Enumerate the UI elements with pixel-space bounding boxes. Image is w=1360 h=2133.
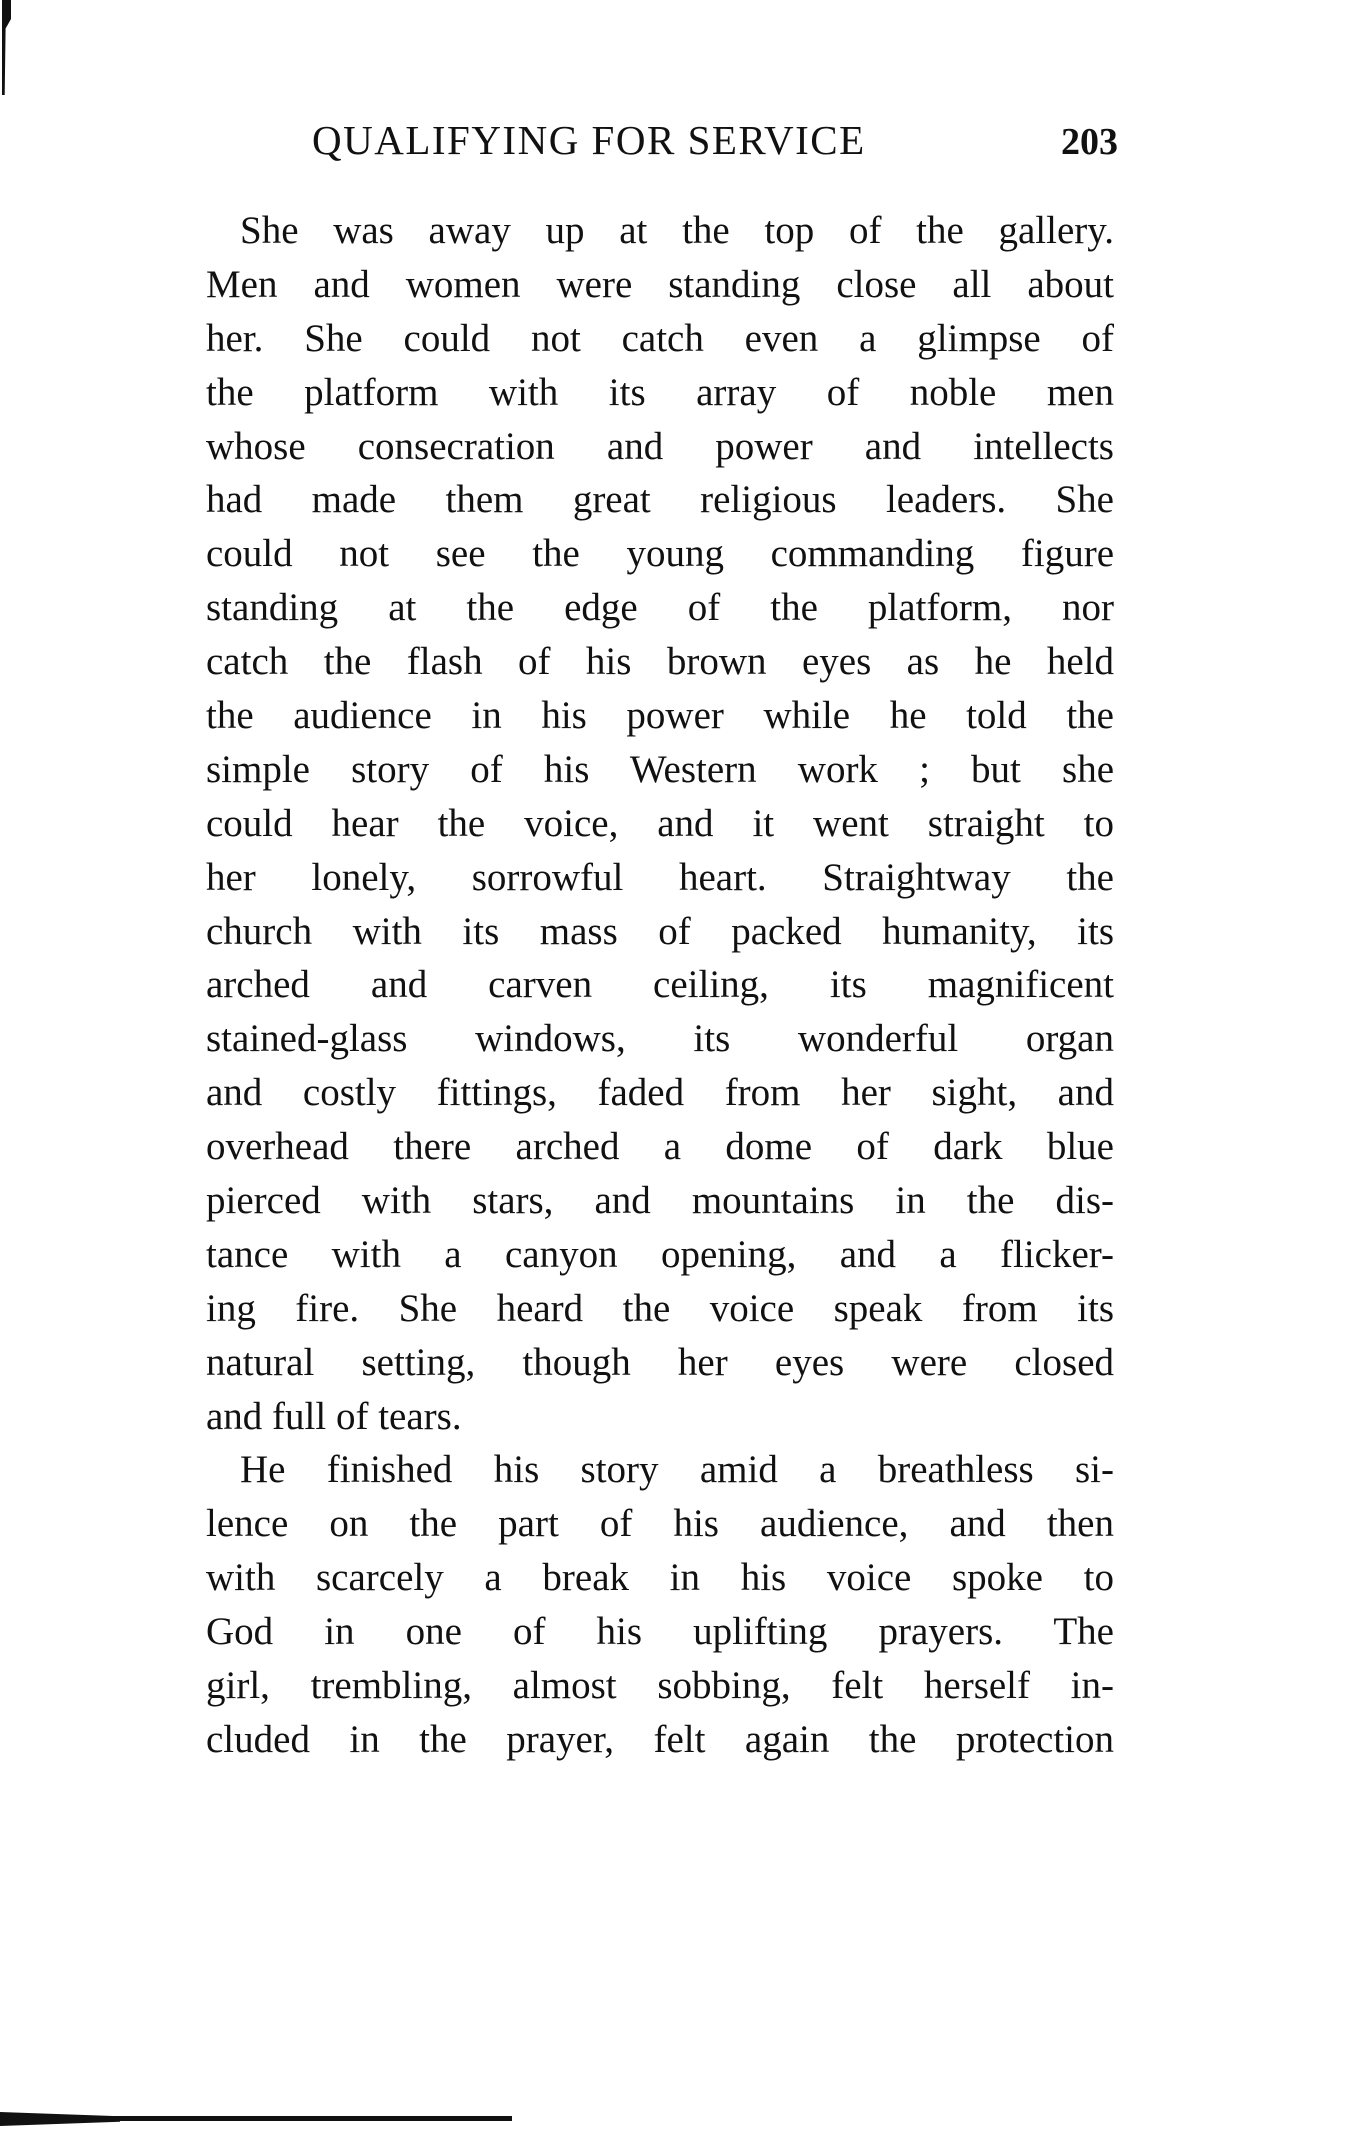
page-number: 203 — [1061, 121, 1118, 163]
text-line: the platform with its array of noble men — [206, 370, 1114, 414]
text-line: arched and carven ceiling, its magnificent — [206, 963, 1114, 1007]
text-line: with scarcely a break in his voice spoke to — [206, 1556, 1114, 1600]
text-line: catch the flash of his brown eyes as he held — [206, 640, 1114, 684]
text-line: could not see the young commanding figure — [206, 532, 1114, 576]
text-line: her. She could not catch even a glimpse of — [206, 316, 1114, 360]
text-line: and full of tears. — [206, 1394, 462, 1438]
text-line: He finished his story amid a breathless si- — [240, 1448, 1114, 1492]
text-line: stained-glass windows, its wonderful organ — [206, 1017, 1114, 1061]
text-line: God in one of his uplifting prayers. The — [206, 1610, 1114, 1654]
text-line: natural setting, though her eyes were closed — [206, 1340, 1114, 1384]
text-line: and costly fittings, faded from her sight, and — [206, 1071, 1114, 1115]
text-line: her lonely, sorrowful heart. Straightway the — [206, 855, 1114, 899]
text-line: overhead there arched a dome of dark blue — [206, 1125, 1114, 1169]
text-line: She was away up at the top of the gallery. — [240, 209, 1114, 252]
text-line: standing at the edge of the platform, nor — [206, 586, 1114, 630]
body-text — [206, 204, 1114, 1767]
text-line: simple story of his Western work ; but she — [206, 747, 1114, 791]
scan-bottom-rule — [0, 2112, 512, 2126]
text-line: lence on the part of his audience, and then — [206, 1502, 1114, 1546]
text-line: the audience in his power while he told the — [206, 694, 1114, 738]
running-title: QUALIFYING FOR SERVICE — [312, 117, 866, 163]
text-line: had made them great religious leaders. She — [206, 478, 1114, 522]
scan-edge-mark — [2, 0, 11, 95]
text-line: cluded in the prayer, felt again the protection — [206, 1717, 1114, 1761]
text-line: Men and women were standing close all about — [206, 262, 1114, 306]
text-line: girl, trembling, almost sobbing, felt herself in- — [206, 1664, 1114, 1708]
text-line: church with its mass of packed humanity, its — [206, 909, 1114, 953]
page-header — [312, 116, 1118, 172]
text-line: ing fire. She heard the voice speak from its — [206, 1286, 1114, 1330]
text-line: could hear the voice, and it went straight to — [206, 801, 1114, 845]
text-line: pierced with stars, and mountains in the dis- — [206, 1179, 1114, 1223]
text-line: whose consecration and power and intellects — [206, 424, 1114, 468]
text-line: tance with a canyon opening, and a flicker- — [206, 1232, 1114, 1276]
